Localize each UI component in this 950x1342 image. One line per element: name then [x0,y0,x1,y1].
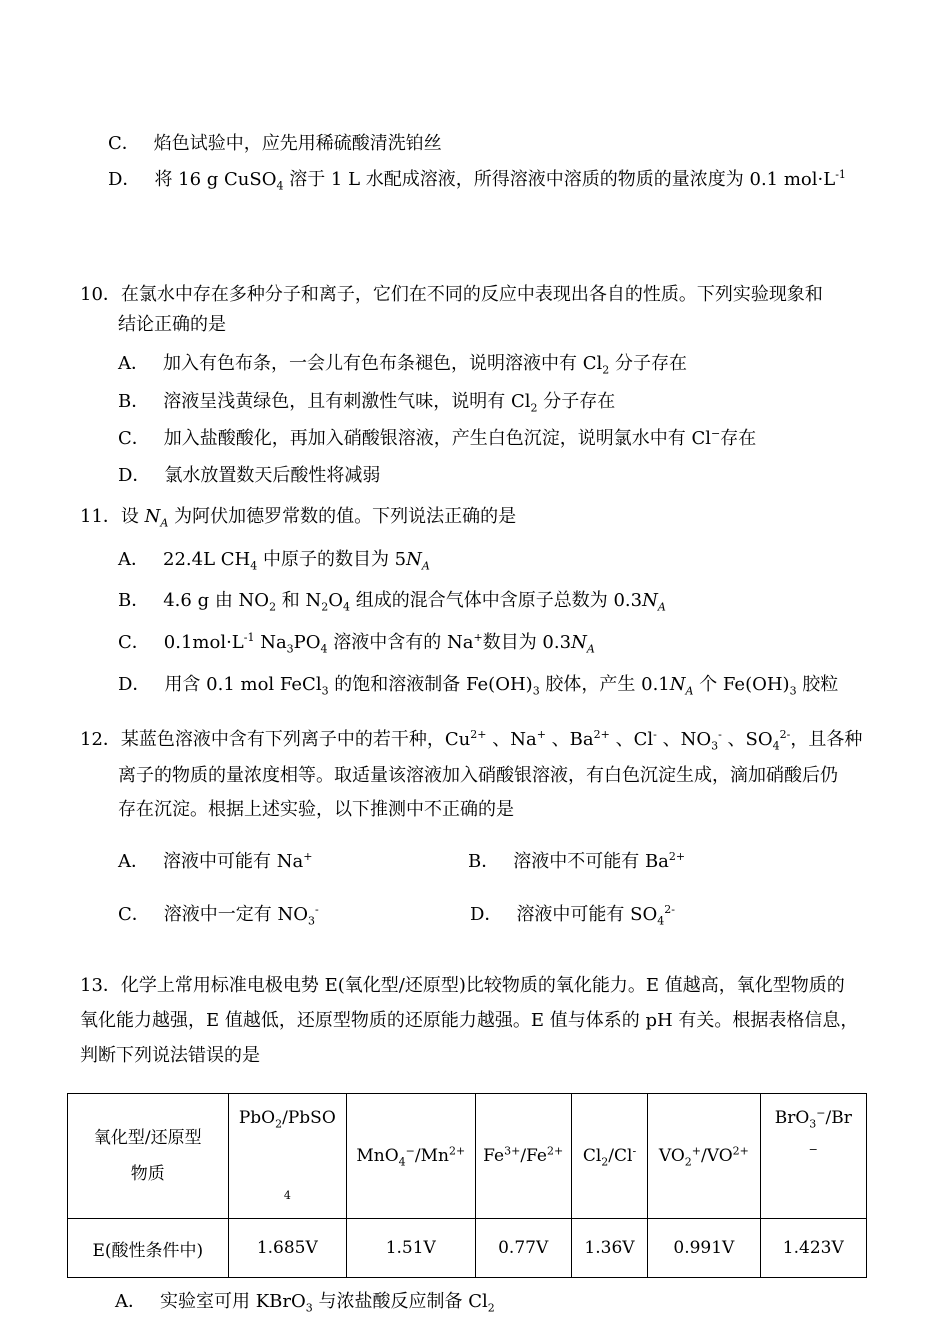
question-stem: 存在沉淀。根据上述实验，以下推测中不正确的是 [118,799,514,820]
superscript: -1 [835,168,846,181]
separator: 、 [492,729,511,750]
q10-option-a [118,352,687,376]
ion-cl: Cl [633,729,654,750]
subscript: 4 [320,642,328,656]
superscript: - [632,1144,637,1158]
option-label: B． [118,391,150,412]
option-text: 加入有色布条，一会儿有色布条褪色，说明溶液中有 Cl [163,353,603,374]
option-label: C． [118,428,150,449]
option-text: 溶液中可能有 Na [163,851,304,872]
subscript: A [160,516,169,530]
header-text: MnO [356,1146,399,1166]
avogadro-symbol: N [669,674,686,695]
subscript: 2 [487,1301,495,1315]
subscript: 3 [532,684,540,698]
q11-option-b [118,589,666,613]
option-label: A． [115,1291,146,1312]
row-label: E(酸性条件中) [68,1219,229,1278]
header-cell-mno4 [347,1094,475,1219]
option-text: 加入盐酸酸化，再加入硝酸银溶液，产生白色沉淀，说明氯水中有 Cl [163,428,712,449]
q12-option-a [118,850,312,874]
superscript: + [536,728,546,741]
header-text: Cl [582,1146,602,1166]
header-cell-substance [68,1094,229,1219]
subscript: 2 [530,401,538,415]
subscript: 4 [276,179,284,193]
header-cell-fe [475,1094,571,1219]
option-text: 焰色试验中，应先用稀硫酸清洗铂丝 [153,133,442,154]
subscript: 2 [684,1155,692,1169]
option-text: 溶液中含有的 Na [327,632,474,653]
header-text: BrO [774,1108,810,1128]
subscript: A [586,642,595,656]
option-label: A． [118,851,149,872]
option-text: 胶体，产生 0.1 [539,674,670,695]
option-label: D． [470,904,503,925]
subscript: 3 [305,1301,313,1315]
superscript: - [653,728,657,741]
superscript: 2+ [593,728,610,741]
header-text: Fe [483,1146,505,1166]
subscript: A [421,559,430,573]
q12-option-c [118,903,319,927]
option-text: 溶于 1 L 水配成溶液，所得溶液中溶质的物质的量浓度为 0.1 mol·L [283,169,836,190]
option-label: B． [118,590,150,611]
subscript: 4 [250,559,258,573]
subscript: A [685,684,694,698]
header-text: /Mn [414,1146,449,1166]
option-text: 22.4L CH [163,549,251,570]
option-label: C． [118,632,150,653]
option-text: 4.6 g 由 NO [163,590,270,611]
question-stem: 11．设 [80,506,145,527]
q9-option-d [108,168,846,192]
ion-cu: Cu [444,729,471,750]
separator: 、 [615,729,634,750]
question-stem: 10．在氯水中存在多种分子和离子，它们在不同的反应中表现出各自的性质。下列实验现象和 [80,284,823,305]
subscript: 4 [772,739,780,753]
superscript: + [303,850,313,863]
q11-option-d [118,673,838,697]
header-text: /Br [825,1108,852,1128]
superscript: + [473,631,483,644]
subscript: 3 [286,642,294,656]
q11-stem [80,505,516,529]
superscript: − [816,1106,826,1120]
superscript: 3+ [504,1144,521,1158]
q10-option-d [118,464,380,488]
q12-stem-line1 [80,728,862,752]
table-cell: 0.77V [475,1219,571,1278]
q13-stem-line1 [80,974,845,998]
option-label: A． [118,353,149,374]
option-label: A． [118,549,149,570]
q10-stem-line1 [80,283,823,307]
header-text: /VO [700,1146,733,1166]
superscript: 2+ [732,1144,749,1158]
option-text: 溶液中一定有 NO [163,904,309,925]
question-stem: 氧化能力越强，E 值越低，还原型物质的还原能力越强。E 值与体系的 pH 有关。根据表格信息， [80,1010,859,1031]
header-text: 物质 [130,1164,165,1184]
question-stem: 为阿伏加德罗常数的值。下列说法正确的是 [168,506,517,527]
subscript: 4 [657,914,665,928]
table-cell: 1.423V [760,1219,866,1278]
header-cell-pbo2 [228,1094,346,1219]
option-text: 将 16 g CuSO [154,169,277,190]
q12-option-b [468,850,685,874]
subscript: 3 [809,1117,817,1131]
subscript: 4 [283,1189,291,1202]
header-text: /PbSO [282,1108,336,1128]
ion-so4: SO [745,729,773,750]
header-text: PbO [238,1108,276,1128]
superscript: - [315,903,319,916]
option-text: 存在 [720,428,757,449]
superscript: + [691,1144,701,1158]
q9-option-c [108,132,442,156]
option-text: 个 Fe(OH) [693,674,790,695]
superscript: 2+ [546,1144,564,1158]
subscript: 2 [321,600,329,614]
ion-na: Na [510,729,537,750]
superscript: 2- [779,728,791,741]
option-text: 溶液中不可能有 Ba [513,851,669,872]
subscript: 2 [602,363,610,377]
table-cell: 1.685V [228,1219,346,1278]
question-stem: 离子的物质的量浓度相等。取适量该溶液加入硝酸银溶液，有白色沉淀生成，滴加硝酸后仍 [118,765,838,786]
subscript: 2 [269,600,277,614]
option-label: C． [108,133,140,154]
option-text: 组成的混合气体中含原子总数为 0.3 [350,590,643,611]
option-text: 溶液呈浅黄绿色，且有刺激性气味，说明有 Cl [163,391,531,412]
option-text: 用含 0.1 mol FeCl [164,674,322,695]
q11-option-a [118,548,430,572]
table-row [68,1219,867,1278]
separator: 、 [662,729,681,750]
q12-option-d [470,903,675,927]
option-text: Na [254,632,287,653]
question-stem: 12．某蓝色溶液中含有下列离子中的若干种， [80,729,445,750]
q10-option-c [118,427,756,451]
table-cell: 0.991V [648,1219,760,1278]
ion-ba: Ba [569,729,594,750]
table-cell: 1.36V [571,1219,647,1278]
subscript: 3 [321,684,329,698]
option-text: 与浓盐酸反应制备 Cl [312,1291,488,1312]
question-stem: 结论正确的是 [118,314,226,335]
option-text: 的饱和溶液制备 Fe(OH) [328,674,533,695]
option-label: C． [118,904,150,925]
subscript: 3 [308,914,316,928]
table-header-row [68,1094,867,1219]
separator: 、 [551,729,570,750]
table-cell: 1.51V [347,1219,475,1278]
header-cell-cl2 [571,1094,647,1219]
avogadro-symbol: N [571,632,587,653]
avogadro-symbol: N [406,549,422,570]
header-cell-vo2 [648,1094,760,1219]
q13-stem-line2 [80,1009,858,1033]
header-cell-bro3 [760,1094,866,1219]
superscript: 2- [664,903,675,916]
superscript: -1 [243,631,255,644]
question-stem: ，且各种 [790,729,863,750]
subscript: 2 [601,1155,609,1169]
option-label: D． [118,465,151,486]
option-text: 胶粒 [796,674,839,695]
superscript: − [405,1144,415,1158]
subscript: 3 [711,739,719,753]
q10-stem-line2 [118,313,226,337]
question-stem: 判断下列说法错误的是 [80,1045,260,1066]
option-text: 溶液中可能有 SO [516,904,658,925]
subscript: 4 [343,600,351,614]
ion-no3: NO [680,729,712,750]
subscript: 3 [789,684,797,698]
subscript: 2 [275,1117,283,1131]
superscript: − [808,1143,818,1156]
superscript: 2+ [668,850,686,863]
option-text: 氯水放置数天后酸性将减弱 [164,465,381,486]
q12-stem-line3 [118,798,514,822]
option-label: D． [108,169,141,190]
avogadro-symbol: N [144,506,161,527]
option-label: D． [118,674,151,695]
superscript: − [711,427,721,440]
q11-option-c [118,631,595,655]
separator: 、 [727,729,746,750]
option-text: 和 N [276,590,322,611]
superscript: - [718,728,722,741]
superscript: 2+ [448,1144,466,1158]
option-text: O [328,590,344,611]
q13-option-a [115,1290,495,1314]
option-text: 分子存在 [609,353,687,374]
header-text: 氧化型/还原型 [93,1128,202,1148]
q13-stem-line3 [80,1044,260,1068]
subscript: A [657,600,666,614]
header-text: /Cl [608,1146,633,1166]
option-text: 数目为 0.3 [482,632,572,653]
option-text: 实验室可用 KBrO [160,1291,306,1312]
option-text: 中原子的数目为 5 [257,549,407,570]
option-label: B． [468,851,500,872]
avogadro-symbol: N [642,590,658,611]
option-text: 分子存在 [537,391,616,412]
header-text: VO [658,1146,685,1166]
option-text: 0.1mol·L [163,632,244,653]
electrode-potential-table [67,1093,867,1278]
header-text: /Fe [520,1146,547,1166]
q10-option-b [118,390,615,414]
q12-stem-line2 [118,764,838,788]
question-stem: 13．化学上常用标准电极电势 E(氧化型/还原型)比较物质的氧化能力。E 值越高，氧化型物质的 [80,975,845,996]
option-text: PO [293,632,321,653]
subscript: 4 [398,1155,406,1169]
superscript: 2+ [470,728,487,741]
